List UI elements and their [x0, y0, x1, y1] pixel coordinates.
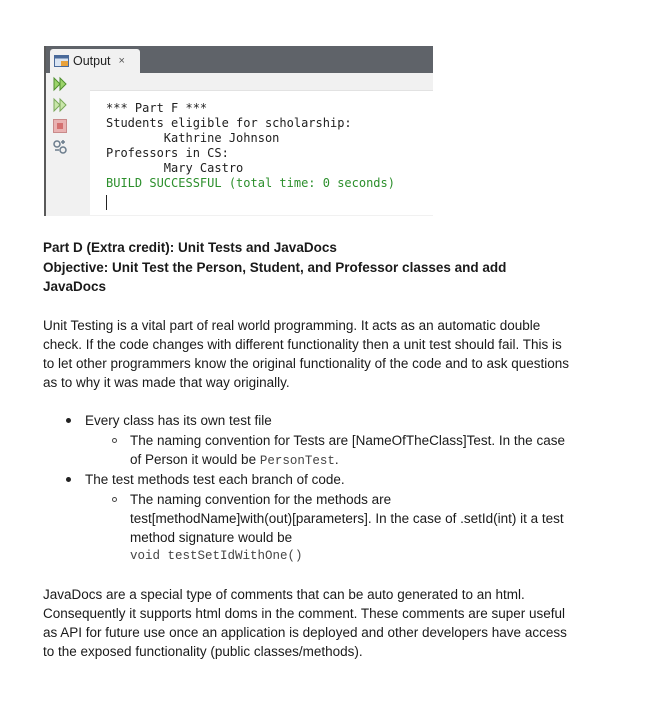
tab-output-label: Output [73, 54, 111, 68]
bullet-item: The test methods test each branch of code. [85, 472, 345, 487]
console-line: Students eligible for scholarship: [106, 116, 352, 130]
bullet-icon [66, 477, 71, 482]
intro-paragraph-line: as to why it was made that way originally. [43, 375, 290, 390]
objective-line: JavaDocs [43, 279, 107, 294]
intro-paragraph-line: check. If the code changes with different functionality then a unit test should fail. This is [43, 337, 562, 352]
console-line: *** Part F *** [106, 101, 208, 115]
output-toolbar [52, 76, 70, 160]
objective-line: Objective: Unit Test the Person, Student, and Professor classes and add [43, 260, 507, 275]
tab-output[interactable] [50, 49, 140, 73]
output-window-icon [54, 55, 69, 67]
sub-bullet-item: method signature would be [130, 530, 293, 545]
close-icon[interactable]: × [118, 55, 125, 67]
code-snippet: PersonTest [259, 454, 335, 468]
bullet-item: Every class has its own test file [85, 413, 272, 428]
sub-bullet-icon [112, 497, 117, 502]
console-line: Kathrine Johnson [106, 131, 280, 145]
javadocs-paragraph-line: Consequently it supports html doms in the comment. These comments are super useful [43, 606, 565, 621]
settings-icon[interactable] [52, 139, 68, 155]
intro-paragraph-line: to let other programmers know the original functionality of the code and to ask questions [43, 356, 570, 371]
javadocs-paragraph-line: to the exposed functionality (public classes/methods). [43, 644, 363, 659]
section-heading: Part D (Extra credit): Unit Tests and JavaDocs [43, 240, 337, 255]
sub-bullet-item [130, 450, 339, 472]
stop-icon[interactable] [52, 118, 68, 134]
code-snippet: void testSetIdWithOne() [130, 549, 303, 563]
intro-paragraph-line: Unit Testing is a vital part of real world programming. It acts as an automatic double [43, 318, 541, 333]
javadocs-paragraph-line: as API for future use once an application is deployed and other developers have access [43, 625, 567, 640]
sub-bullet-item: test[methodName]with(out)[parameters]. In the case of .setId(int) it a test [130, 511, 564, 526]
output-panel [44, 46, 433, 216]
sub-bullet-item: The naming convention for Tests are [NameOfTheClass]Test. In the case [130, 433, 565, 448]
sub-bullet-item: The naming convention for the methods are [130, 492, 392, 507]
bullet-icon [66, 418, 71, 423]
text-caret [106, 195, 107, 210]
rerun-icon[interactable] [52, 76, 68, 92]
console-output[interactable] [90, 90, 433, 215]
sub-bullet-text: . [334, 452, 339, 467]
sub-bullet-text: of Person it would be [130, 452, 260, 467]
build-status-line: BUILD SUCCESSFUL (total time: 0 seconds) [106, 176, 395, 190]
tab-bar [46, 46, 433, 73]
rerun-with-params-icon[interactable] [52, 97, 68, 113]
sub-bullet-icon [112, 438, 117, 443]
console-line: Professors in CS: [106, 146, 229, 160]
console-line: Mary Castro [106, 161, 244, 175]
javadocs-paragraph-line: JavaDocs are a special type of comments that can be auto generated to an html. [43, 587, 525, 602]
